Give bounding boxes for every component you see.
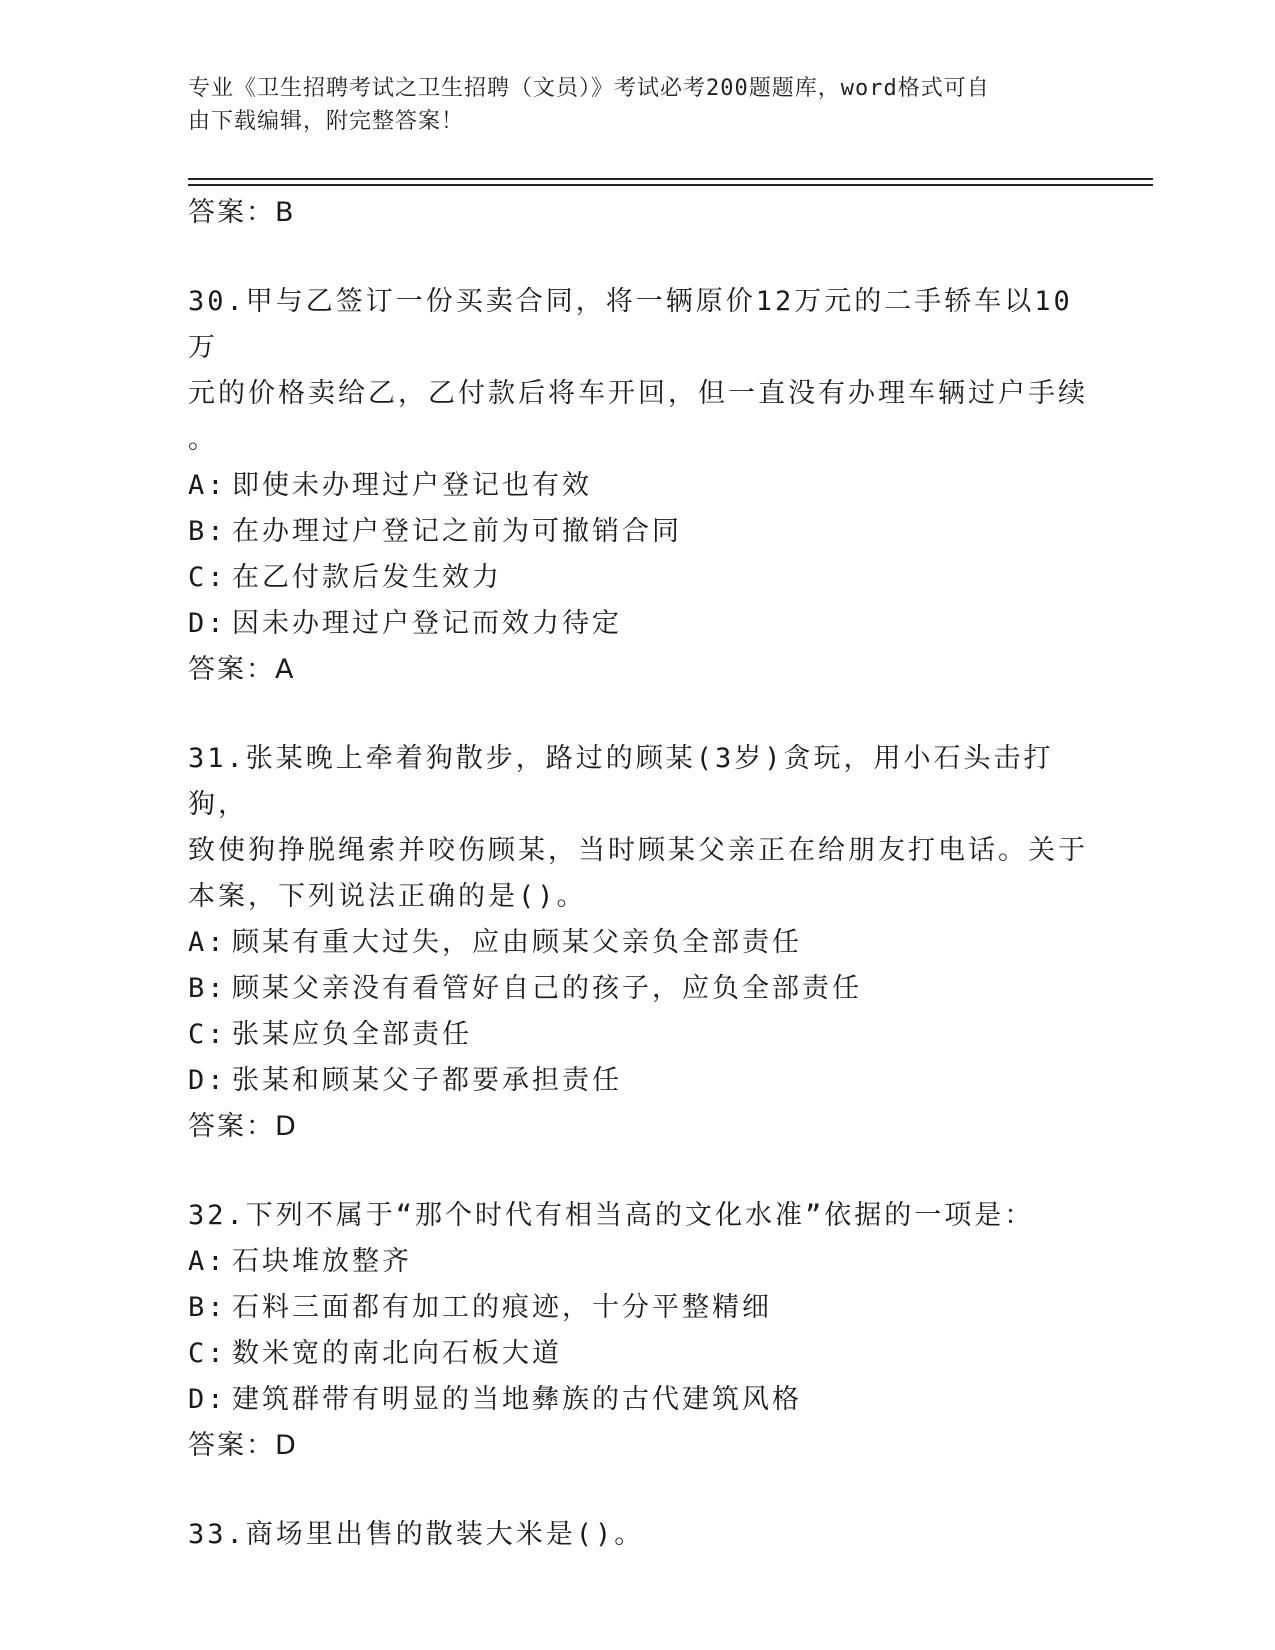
answer-line <box>188 1104 1088 1149</box>
option-label: A: <box>188 927 227 958</box>
option-a <box>188 1239 1088 1285</box>
option-a <box>188 463 1088 509</box>
question-stem-line: 元的价格卖给乙，乙付款后将车开回，但一直没有办理车辆过户手续 <box>188 378 1088 409</box>
question-stem-line: 致使狗挣脱绳索并咬伤顾某，当时顾某父亲正在给朋友打电话。关于 <box>188 835 1088 866</box>
option-text: 在乙付款后发生效力 <box>232 562 502 593</box>
answer-label: 答案： <box>188 197 275 228</box>
header-divider-bottom <box>188 184 1153 186</box>
answer-line <box>188 647 1088 692</box>
option-label: C: <box>188 1019 227 1050</box>
document-header <box>188 72 1088 138</box>
option-text: 在办理过户登记之前为可撤销合同 <box>232 516 682 547</box>
spacer <box>188 1149 1088 1193</box>
answer-label: 答案： <box>188 1111 275 1142</box>
answer-line <box>188 190 1088 235</box>
option-b <box>188 509 1088 555</box>
question-block <box>188 279 1088 692</box>
question-stem-line: 。 <box>188 424 218 455</box>
option-c <box>188 1012 1088 1058</box>
answer-line <box>188 1423 1088 1468</box>
option-label: B: <box>188 1292 227 1323</box>
header-divider-top <box>188 178 1153 180</box>
option-a <box>188 920 1088 966</box>
option-text: 因未办理过户登记而效力待定 <box>232 608 622 639</box>
option-d <box>188 1058 1088 1104</box>
question-stem-line: 32.下列不属于“那个时代有相当高的文化水准”依据的一项是： <box>188 1200 1035 1231</box>
question-stem-line: 33.商场里出售的散装大米是()。 <box>188 1519 645 1550</box>
option-d <box>188 601 1088 647</box>
option-label: D: <box>188 1065 227 1096</box>
option-label: D: <box>188 1384 227 1415</box>
answer-label: 答案： <box>188 1430 275 1461</box>
option-label: C: <box>188 1338 227 1369</box>
option-label: D: <box>188 608 227 639</box>
option-text: 顾某有重大过失，应由顾某父亲负全部责任 <box>232 927 802 958</box>
option-d <box>188 1377 1088 1423</box>
question-content <box>188 190 1088 1558</box>
answer-value: B <box>275 197 296 228</box>
spacer <box>188 1468 1088 1512</box>
question-stem-line: 30.甲与乙签订一份买卖合同，将一辆原价12万元的二手轿车以10万 <box>188 286 1073 363</box>
spacer <box>188 692 1088 736</box>
option-text: 石料三面都有加工的痕迹，十分平整精细 <box>232 1292 772 1323</box>
option-text: 数米宽的南北向石板大道 <box>232 1338 562 1369</box>
question-block <box>188 1193 1088 1468</box>
answer-label: 答案： <box>188 654 275 685</box>
answer-value: D <box>275 1111 298 1142</box>
question-stem-line: 本案，下列说法正确的是()。 <box>188 881 587 912</box>
option-text: 顾某父亲没有看管好自己的孩子，应负全部责任 <box>232 973 862 1004</box>
option-label: C: <box>188 562 227 593</box>
option-text: 张某应负全部责任 <box>232 1019 472 1050</box>
answer-value: D <box>275 1430 298 1461</box>
option-label: A: <box>188 1246 227 1277</box>
spacer <box>188 235 1088 279</box>
answer-value: A <box>275 654 296 685</box>
option-b <box>188 1285 1088 1331</box>
option-text: 张某和顾某父子都要承担责任 <box>232 1065 622 1096</box>
option-b <box>188 966 1088 1012</box>
question-stem-line: 31.张某晚上牵着狗散步，路过的顾某(3岁)贪玩，用小石头击打狗， <box>188 743 1054 820</box>
option-label: B: <box>188 516 227 547</box>
question-block <box>188 1512 1088 1558</box>
option-text: 石块堆放整齐 <box>232 1246 412 1277</box>
option-label: B: <box>188 973 227 1004</box>
option-c <box>188 555 1088 601</box>
header-line-2: 由下载编辑，附完整答案！ <box>188 109 465 134</box>
option-label: A: <box>188 470 227 501</box>
option-text: 即使未办理过户登记也有效 <box>232 470 592 501</box>
option-text: 建筑群带有明显的当地彝族的古代建筑风格 <box>232 1384 802 1415</box>
header-line-1: 专业《卫生招聘考试之卫生招聘（文员）》考试必考200题题库，word格式可自 <box>188 76 990 101</box>
option-c <box>188 1331 1088 1377</box>
question-block <box>188 736 1088 1149</box>
